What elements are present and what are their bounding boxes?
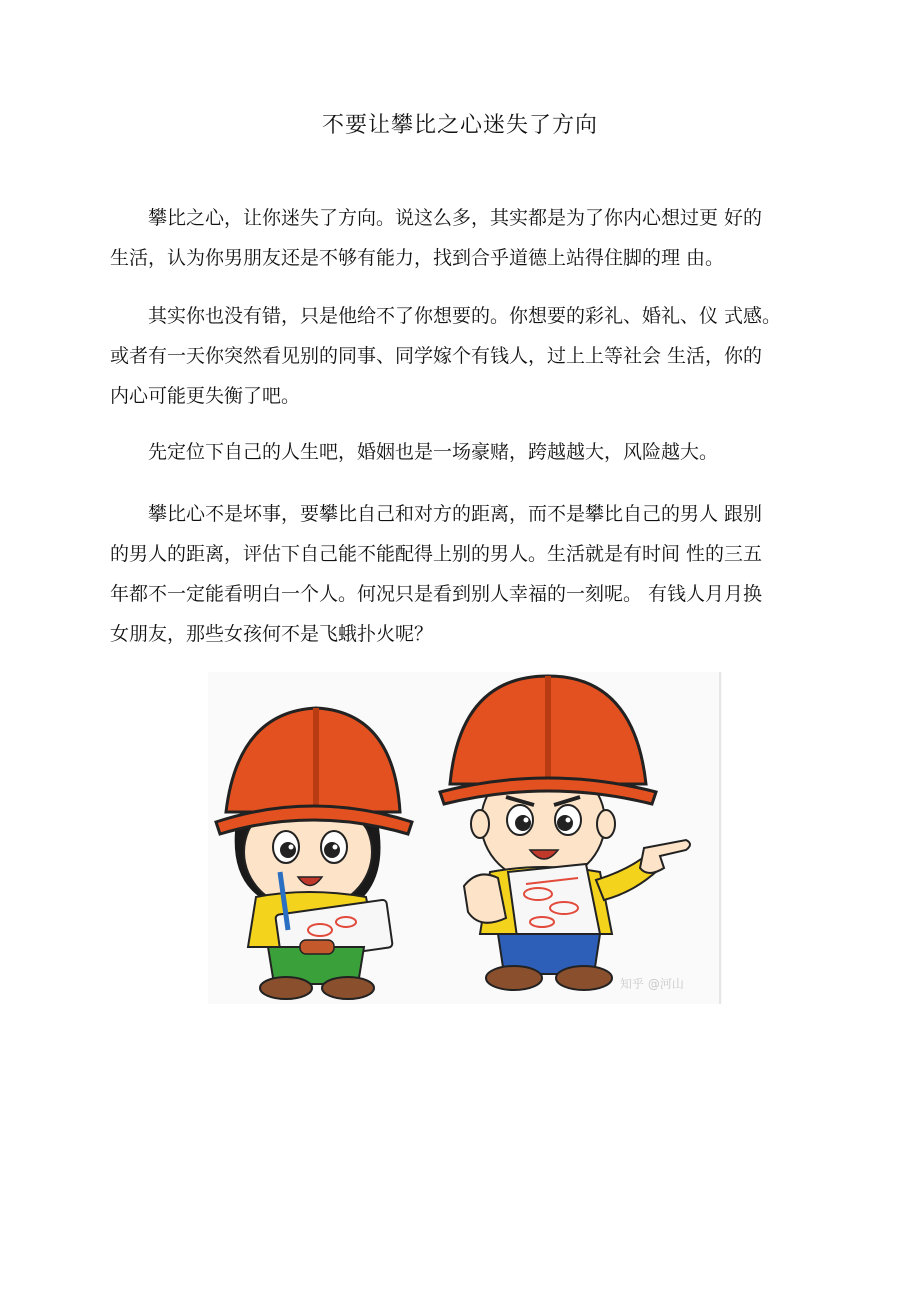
cartoon-workers-image [208, 672, 722, 1004]
text-line: 攀比心不是坏事，要攀比自己和对方的距离，而不是攀比自己的男人 跟别 [110, 503, 763, 525]
text-line: 或者有一天你突然看见别的同事、同学嫁个有钱人，过上上等社会 生活，你的 [110, 345, 763, 367]
text-line: 的男人的距离，评估下自己能不能配得上别的男人。生活就是有时间 性的三五 [110, 543, 763, 565]
article-title: 不要让攀比之心迷失了方向 [321, 113, 598, 138]
paragraph-2 [110, 296, 810, 416]
paragraph-4 [110, 494, 810, 654]
text-line: 女朋友，那些女孩何不是飞蛾扑火呢？ [110, 623, 434, 645]
paragraph-1 [110, 198, 810, 278]
cartoon-illustration [208, 672, 722, 1004]
text-line: 其实你也没有错，只是他给不了你想要的。你想要的彩礼、婚礼、仪 式感。 [110, 305, 782, 327]
text-line: 年都不一定能看明白一个人。何况只是看到别人幸福的一刻呢。 有钱人月月换 [110, 583, 763, 605]
text-line: 内心可能更失衡了吧。 [110, 385, 301, 407]
text-line: 生活，认为你男朋友还是不够有能力，找到合乎道德上站得住脚的理 由。 [110, 247, 725, 269]
text-line: 先定位下自己的人生吧，婚姻也是一场豪赌，跨越越大，风险越大。 [110, 441, 719, 463]
text-line: 攀比之心，让你迷失了方向。说这么多，其实都是为了你内心想过更 好的 [110, 207, 763, 229]
paragraph-3 [110, 432, 810, 472]
watermark-text: 知乎 @河山 [620, 977, 684, 991]
